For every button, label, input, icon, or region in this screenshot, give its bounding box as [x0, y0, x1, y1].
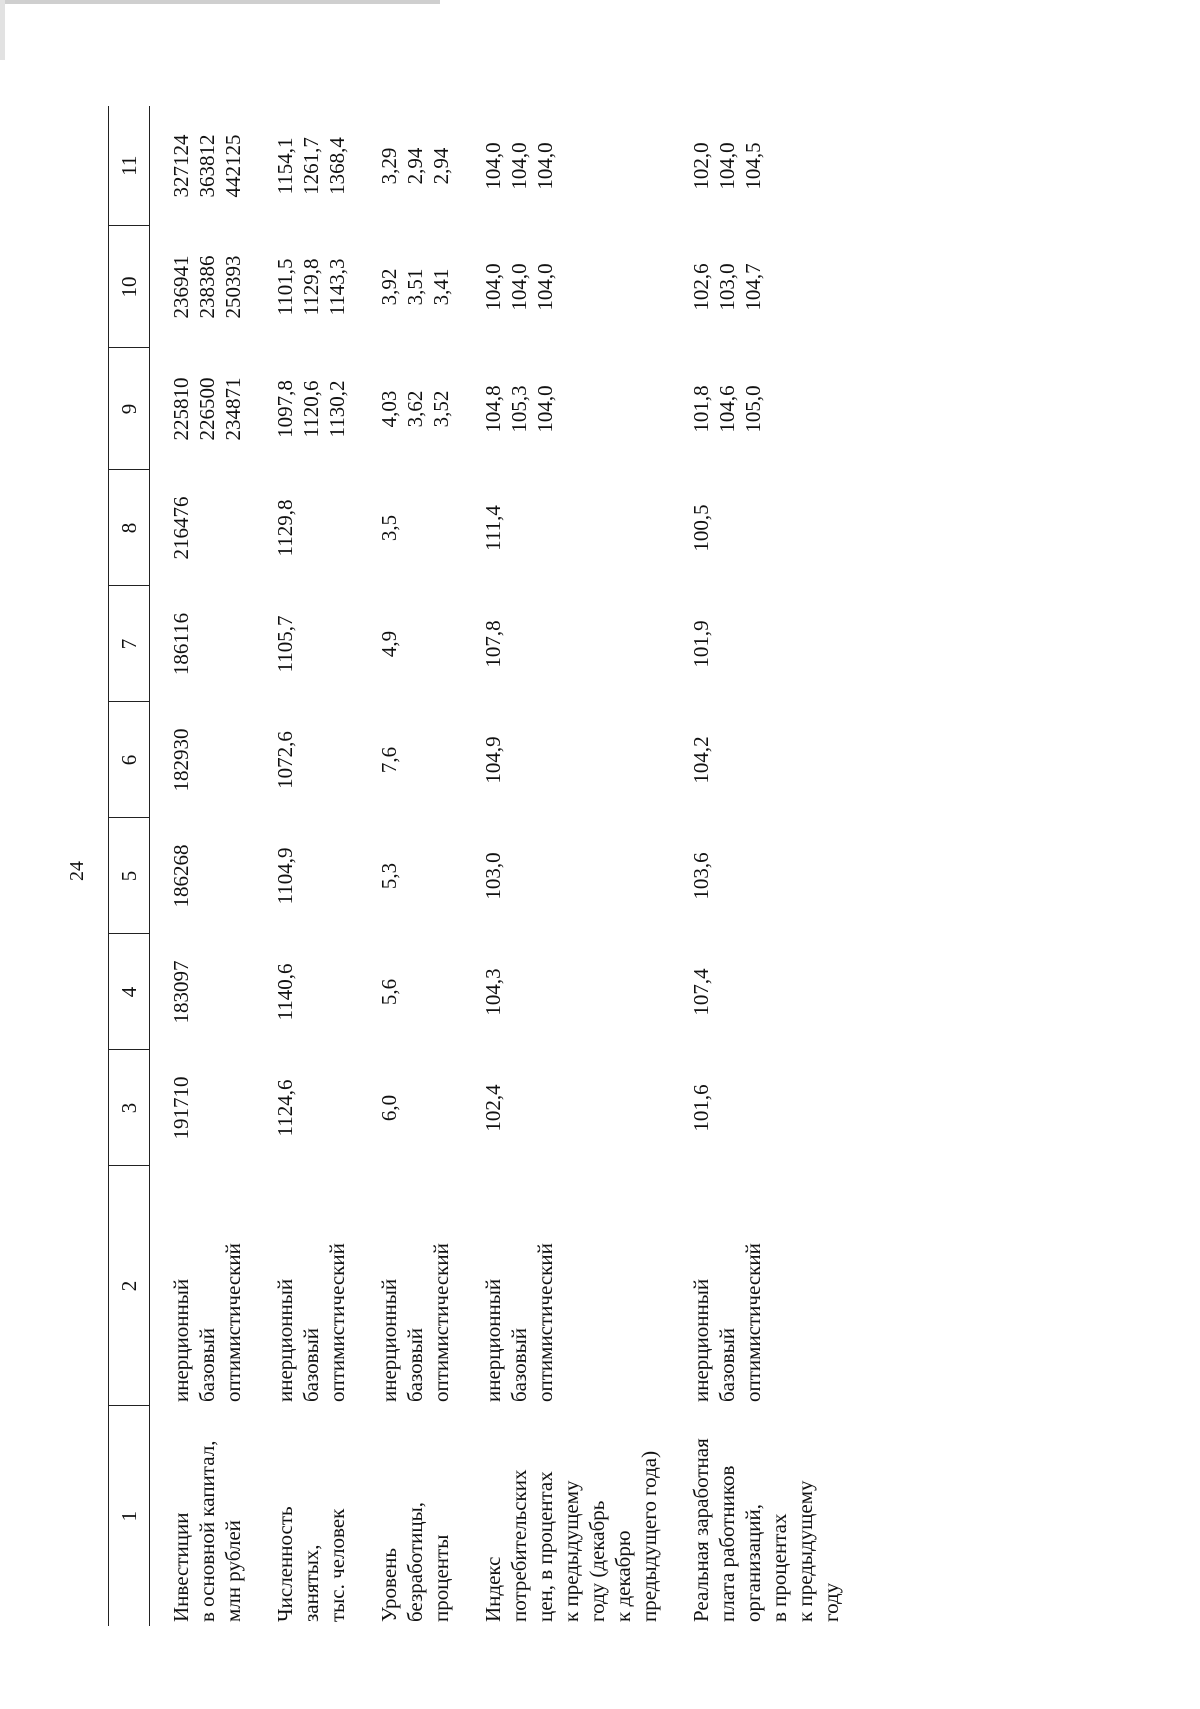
scenario-cell-line: базовый	[715, 1328, 739, 1402]
indicator-cell-line: тыс. человек	[325, 1508, 349, 1622]
forecast-value: 104,0	[533, 385, 557, 433]
forecast-value: 1368,4	[325, 137, 349, 195]
value-cell: 1129,8	[273, 499, 297, 557]
page-number: 24	[66, 861, 88, 881]
indicator-cell-line: году (декабрь	[585, 1500, 609, 1622]
indicator-cell-line: потребительских	[507, 1469, 531, 1622]
indicator-cell-line: плата работников	[715, 1465, 739, 1622]
scenario-cell	[350, 1166, 454, 1406]
forecast-cell	[150, 226, 247, 348]
indicator-cell-line: Инвестиции	[169, 1512, 193, 1622]
value-cell: 1140,6	[273, 963, 297, 1021]
column-header: 11	[109, 106, 150, 226]
indicator-cell-line: к предыдущему	[559, 1480, 583, 1622]
value-cell: 104,2	[689, 736, 713, 784]
value-cell: 111,4	[481, 505, 505, 551]
forecast-value: 1097,8	[273, 380, 297, 438]
scenario-cell-line: оптимистический	[741, 1243, 765, 1402]
table-row	[150, 106, 247, 1626]
scenario-cell-line: инерционный	[377, 1278, 401, 1402]
forecast-cell	[454, 106, 662, 226]
indicator-cell-line: организаций,	[741, 1504, 765, 1622]
forecast-value: 104,7	[741, 263, 765, 311]
forecast-value: 101,8	[689, 385, 713, 433]
indicator-cell	[350, 1406, 454, 1626]
column-header: 1	[109, 1406, 150, 1626]
value-cell: 1072,6	[273, 731, 297, 789]
forecast-value: 236941	[169, 255, 193, 319]
table-header-row	[109, 106, 150, 1626]
forecast-value: 104,8	[481, 385, 505, 433]
indicator-cell-line: Численность	[273, 1506, 297, 1622]
column-header: 2	[109, 1166, 150, 1406]
scenario-cell-line: базовый	[299, 1328, 323, 1402]
scenario-cell-line: базовый	[403, 1328, 427, 1402]
table-row	[246, 106, 350, 1626]
forecast-value: 1129,8	[299, 258, 323, 316]
forecast-cell	[662, 106, 844, 226]
indicator-cell-line: млн рублей	[221, 1520, 245, 1622]
column-header: 5	[109, 818, 150, 934]
column-header: 7	[109, 586, 150, 702]
forecast-value: 225810	[169, 377, 193, 441]
indicator-cell-line: занятых,	[299, 1544, 323, 1622]
scenario-cell-line: оптимистический	[221, 1243, 245, 1402]
value-cell: 186116	[169, 612, 193, 676]
forecast-value: 3,52	[429, 390, 453, 428]
forecast-value: 442125	[221, 134, 245, 198]
forecast-cell	[350, 226, 454, 348]
scenario-cell-line: инерционный	[273, 1278, 297, 1402]
indicator-cell-line: безработицы,	[403, 1501, 427, 1622]
scan-edge	[0, 0, 5, 60]
value-cell: 186268	[169, 844, 193, 908]
indicator-cell-line: в процентах	[767, 1513, 791, 1622]
value-cell: 101,9	[689, 620, 713, 668]
value-cell: 191710	[169, 1076, 193, 1140]
forecast-value: 250393	[221, 255, 245, 319]
scenario-cell	[246, 1166, 350, 1406]
forecast-value: 1120,6	[299, 380, 323, 438]
value-cell: 104,9	[481, 736, 505, 784]
forecast-value: 105,3	[507, 385, 531, 433]
value-cell: 102,4	[481, 1084, 505, 1132]
indicator-cell-line: году	[819, 1582, 843, 1622]
scenario-cell-line: инерционный	[481, 1278, 505, 1402]
indicator-cell-line: в основной капитал,	[195, 1440, 219, 1622]
forecast-value: 105,0	[741, 385, 765, 433]
forecast-cell	[662, 348, 844, 470]
forecast-value: 104,0	[533, 263, 557, 311]
scenario-cell-line: инерционный	[169, 1278, 193, 1402]
scenario-cell-line: оптимистический	[429, 1243, 453, 1402]
value-cell: 1124,6	[273, 1079, 297, 1137]
scenario-cell	[150, 1166, 247, 1406]
rotated-page	[108, 106, 908, 1626]
forecast-cell	[350, 106, 454, 226]
value-cell: 183097	[169, 960, 193, 1024]
indicator-cell-line: проценты	[429, 1534, 453, 1622]
value-cell: 1104,9	[273, 847, 297, 905]
value-cell: 182930	[169, 728, 193, 792]
forecast-cell	[662, 226, 844, 348]
forecast-value: 3,29	[377, 147, 401, 185]
indicator-cell-line: цен, в процентах	[533, 1471, 557, 1622]
indicator-cell	[454, 1406, 662, 1626]
column-header: 10	[109, 226, 150, 348]
value-cell: 216476	[169, 496, 193, 560]
forecast-value: 234871	[221, 377, 245, 441]
forecast-value: 1154,1	[273, 137, 297, 195]
forecast-value: 104,0	[507, 142, 531, 190]
scenario-cell-line: оптимистический	[533, 1243, 557, 1402]
indicator-cell	[150, 1406, 247, 1626]
forecast-value: 3,62	[403, 390, 427, 428]
table-row	[662, 106, 844, 1626]
indicator-cell-line: Индекс	[481, 1556, 505, 1622]
forecast-value: 1101,5	[273, 258, 297, 316]
column-header: 3	[109, 1050, 150, 1166]
indicator-cell	[246, 1406, 350, 1626]
forecast-value: 104,0	[507, 263, 531, 311]
forecast-value: 2,94	[429, 147, 453, 185]
column-header: 4	[109, 934, 150, 1050]
forecast-cell	[246, 348, 350, 470]
indicator-cell-line: Уровень	[377, 1548, 401, 1622]
indicator-cell-line: Реальная заработная	[689, 1438, 713, 1622]
column-header: 6	[109, 702, 150, 818]
forecast-value: 327124	[169, 134, 193, 198]
value-cell: 107,8	[481, 620, 505, 668]
value-cell: 3,5	[377, 514, 401, 542]
forecast-value: 104,0	[481, 142, 505, 190]
forecast-cell	[350, 348, 454, 470]
forecast-cell	[454, 226, 662, 348]
table-row	[350, 106, 454, 1626]
scenario-cell-line: базовый	[507, 1328, 531, 1402]
scenario-cell	[454, 1166, 662, 1406]
scenario-cell	[662, 1166, 844, 1406]
indicator-cell-line: к декабрю	[611, 1530, 635, 1622]
forecast-value: 3,51	[403, 268, 427, 306]
forecast-value: 103,0	[715, 263, 739, 311]
forecast-value: 104,0	[481, 263, 505, 311]
forecast-value: 238386	[195, 255, 219, 319]
value-cell: 103,6	[689, 852, 713, 900]
scenario-cell-line: инерционный	[689, 1278, 713, 1402]
forecast-value: 1143,3	[325, 258, 349, 316]
forecast-value: 104,5	[741, 142, 765, 190]
forecast-cell	[454, 348, 662, 470]
scan-edge	[0, 0, 440, 4]
scenario-cell-line: базовый	[195, 1328, 219, 1402]
forecast-value: 102,6	[689, 263, 713, 311]
forecast-cell	[150, 348, 247, 470]
forecast-value: 104,0	[715, 142, 739, 190]
column-header: 8	[109, 470, 150, 586]
value-cell: 6,0	[377, 1094, 401, 1122]
indicator-cell-line: предыдущего года)	[637, 1450, 661, 1622]
forecast-value: 1130,2	[325, 380, 349, 438]
forecast-value: 3,92	[377, 268, 401, 306]
indicator-cell	[662, 1406, 844, 1626]
value-cell: 100,5	[689, 504, 713, 552]
table-row	[454, 106, 662, 1626]
forecast-value: 102,0	[689, 142, 713, 190]
forecast-value: 104,0	[533, 142, 557, 190]
forecast-value: 2,94	[403, 147, 427, 185]
forecast-value: 104,6	[715, 385, 739, 433]
forecast-cell	[246, 106, 350, 226]
value-cell: 101,6	[689, 1084, 713, 1132]
forecast-value: 1261,7	[299, 137, 323, 195]
forecast-value: 226500	[195, 377, 219, 441]
forecast-value: 3,41	[429, 268, 453, 306]
value-cell: 1105,7	[273, 615, 297, 673]
value-cell: 4,9	[377, 630, 401, 658]
scenario-cell-line: оптимистический	[325, 1243, 349, 1402]
forecast-value: 363812	[195, 134, 219, 198]
value-cell: 7,6	[377, 746, 401, 774]
indicator-cell-line: к предыдущему	[793, 1480, 817, 1622]
value-cell: 5,3	[377, 862, 401, 890]
value-cell: 5,6	[377, 978, 401, 1006]
forecast-table	[108, 106, 844, 1626]
column-header: 9	[109, 348, 150, 470]
forecast-cell	[246, 226, 350, 348]
forecast-cell	[150, 106, 247, 226]
table-body	[109, 106, 845, 1626]
value-cell: 107,4	[689, 968, 713, 1016]
value-cell: 103,0	[481, 852, 505, 900]
value-cell: 104,3	[481, 968, 505, 1016]
forecast-value: 4,03	[377, 390, 401, 428]
